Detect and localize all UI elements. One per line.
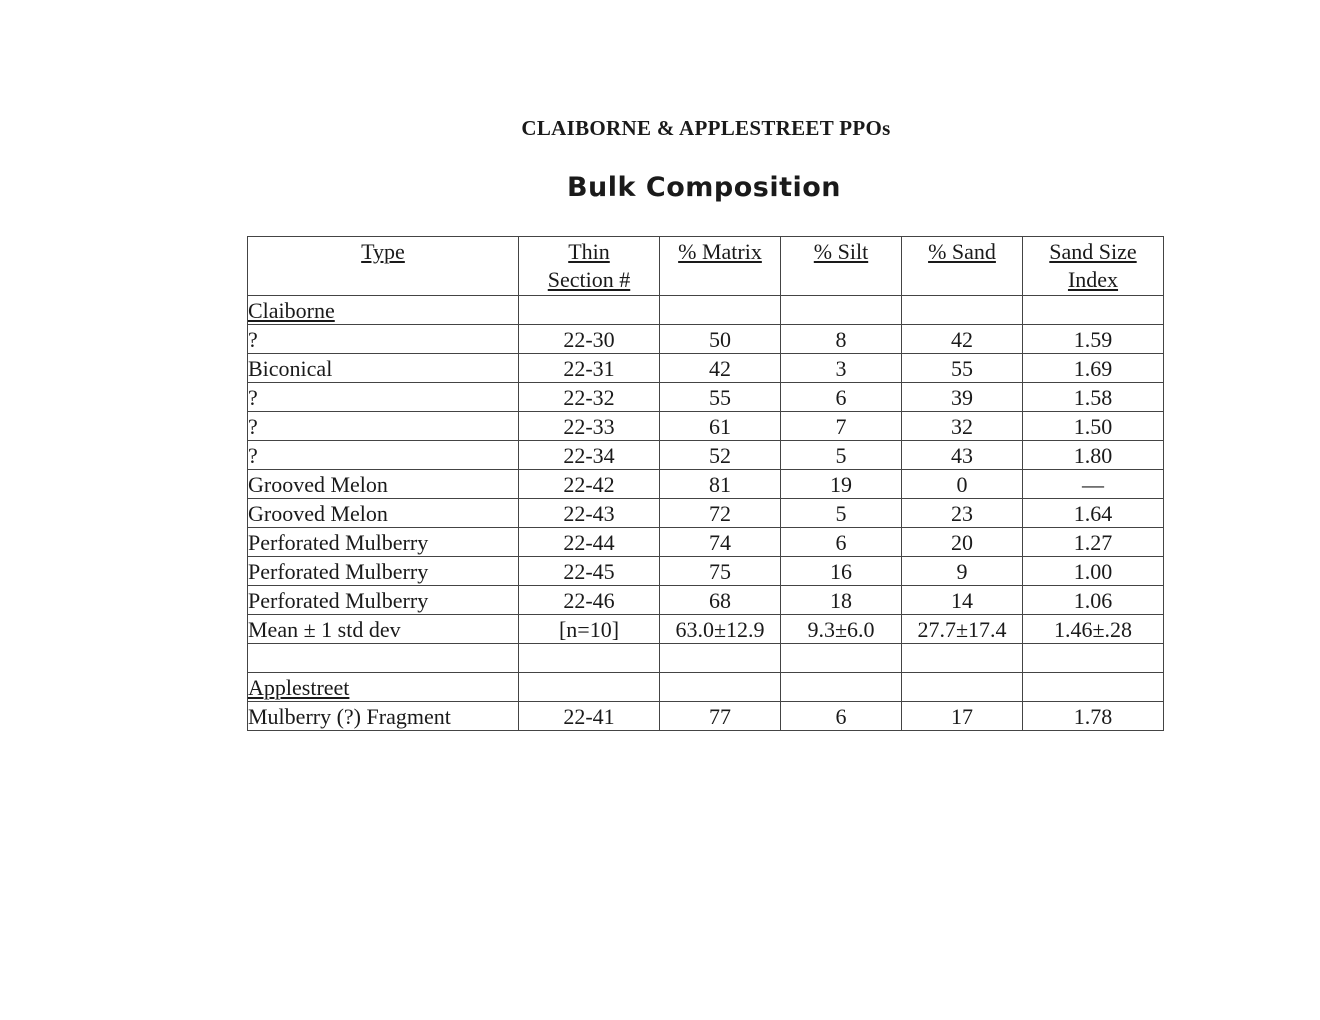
cell-type: ? — [248, 383, 519, 412]
cell-silt: 5 — [781, 441, 902, 470]
cell-type: Perforated Mulberry — [248, 586, 519, 615]
cell-section: 22-34 — [519, 441, 660, 470]
cell-section: 22-33 — [519, 412, 660, 441]
cell-sand: 23 — [902, 499, 1023, 528]
table-row — [248, 702, 1164, 731]
cell-section: 22-46 — [519, 586, 660, 615]
cell-index: 1.80 — [1023, 441, 1164, 470]
cell-matrix: 81 — [660, 470, 781, 499]
cell-silt: 7 — [781, 412, 902, 441]
mean-sand: 27.7±17.4 — [902, 615, 1023, 644]
cell-sand: 32 — [902, 412, 1023, 441]
cell-sand: 39 — [902, 383, 1023, 412]
table-row — [248, 528, 1164, 557]
cell-index: 1.64 — [1023, 499, 1164, 528]
header-thin-section: Thin Section # — [519, 237, 660, 296]
cell-type: ? — [248, 325, 519, 354]
mean-silt: 9.3±6.0 — [781, 615, 902, 644]
cell-type: Grooved Melon — [248, 470, 519, 499]
cell-section: 22-45 — [519, 557, 660, 586]
cell-type: Perforated Mulberry — [248, 557, 519, 586]
cell-section: 22-42 — [519, 470, 660, 499]
header-silt: % Silt — [781, 237, 902, 296]
cell-sand: 0 — [902, 470, 1023, 499]
mean-row — [248, 615, 1164, 644]
cell-silt: 8 — [781, 325, 902, 354]
cell-matrix: 75 — [660, 557, 781, 586]
section-row-applestreet — [248, 673, 1164, 702]
cell-index: 1.27 — [1023, 528, 1164, 557]
cell-silt: 16 — [781, 557, 902, 586]
cell-section: 22-44 — [519, 528, 660, 557]
header-sand: % Sand — [902, 237, 1023, 296]
cell-type: Perforated Mulberry — [248, 528, 519, 557]
cell-matrix: 77 — [660, 702, 781, 731]
cell-index: — — [1023, 470, 1164, 499]
cell-matrix: 52 — [660, 441, 781, 470]
cell-type: ? — [248, 441, 519, 470]
cell-type: ? — [248, 412, 519, 441]
cell-silt: 18 — [781, 586, 902, 615]
cell-section: 22-32 — [519, 383, 660, 412]
section-row-claiborne — [248, 296, 1164, 325]
table-row — [248, 470, 1164, 499]
mean-label: Mean ± 1 std dev — [248, 615, 519, 644]
cell-index: 1.78 — [1023, 702, 1164, 731]
cell-type: Biconical — [248, 354, 519, 383]
cell-silt: 19 — [781, 470, 902, 499]
cell-matrix: 42 — [660, 354, 781, 383]
cell-index: 1.58 — [1023, 383, 1164, 412]
cell-silt: 5 — [781, 499, 902, 528]
cell-section: 22-31 — [519, 354, 660, 383]
cell-sand: 9 — [902, 557, 1023, 586]
cell-matrix: 50 — [660, 325, 781, 354]
cell-index: 1.06 — [1023, 586, 1164, 615]
cell-sand: 43 — [902, 441, 1023, 470]
cell-silt: 6 — [781, 383, 902, 412]
cell-index: 1.50 — [1023, 412, 1164, 441]
cell-index: 1.59 — [1023, 325, 1164, 354]
page-subtitle: Bulk Composition — [566, 172, 842, 203]
cell-type: Grooved Melon — [248, 499, 519, 528]
cell-section: 22-41 — [519, 702, 660, 731]
cell-sand: 20 — [902, 528, 1023, 557]
mean-n: [n=10] — [519, 615, 660, 644]
page-title: CLAIBORNE & APPLESTREET PPOs — [521, 116, 891, 140]
cell-silt: 3 — [781, 354, 902, 383]
header-type: Type — [248, 237, 519, 296]
cell-matrix: 68 — [660, 586, 781, 615]
section-label-claiborne: Claiborne — [248, 296, 519, 325]
mean-matrix: 63.0±12.9 — [660, 615, 781, 644]
cell-sand: 17 — [902, 702, 1023, 731]
table-row — [248, 354, 1164, 383]
table-row — [248, 441, 1164, 470]
table-row — [248, 412, 1164, 441]
mean-index: 1.46±.28 — [1023, 615, 1164, 644]
cell-section: 22-43 — [519, 499, 660, 528]
cell-section: 22-30 — [519, 325, 660, 354]
cell-silt: 6 — [781, 702, 902, 731]
table-row — [248, 383, 1164, 412]
cell-matrix: 61 — [660, 412, 781, 441]
cell-matrix: 55 — [660, 383, 781, 412]
cell-type: Mulberry (?) Fragment — [248, 702, 519, 731]
cell-sand: 55 — [902, 354, 1023, 383]
cell-matrix: 74 — [660, 528, 781, 557]
table-row — [248, 557, 1164, 586]
table-row — [248, 499, 1164, 528]
cell-matrix: 72 — [660, 499, 781, 528]
cell-silt: 6 — [781, 528, 902, 557]
spacer-row — [248, 644, 1164, 673]
header-matrix: % Matrix — [660, 237, 781, 296]
header-sand-size-index: Sand Size Index — [1023, 237, 1164, 296]
cell-index: 1.00 — [1023, 557, 1164, 586]
table-row — [248, 325, 1164, 354]
cell-index: 1.69 — [1023, 354, 1164, 383]
section-label-applestreet: Applestreet — [248, 673, 519, 702]
cell-sand: 42 — [902, 325, 1023, 354]
table-row — [248, 586, 1164, 615]
header-row — [248, 237, 1164, 296]
bulk-composition-table — [247, 236, 1164, 731]
cell-sand: 14 — [902, 586, 1023, 615]
